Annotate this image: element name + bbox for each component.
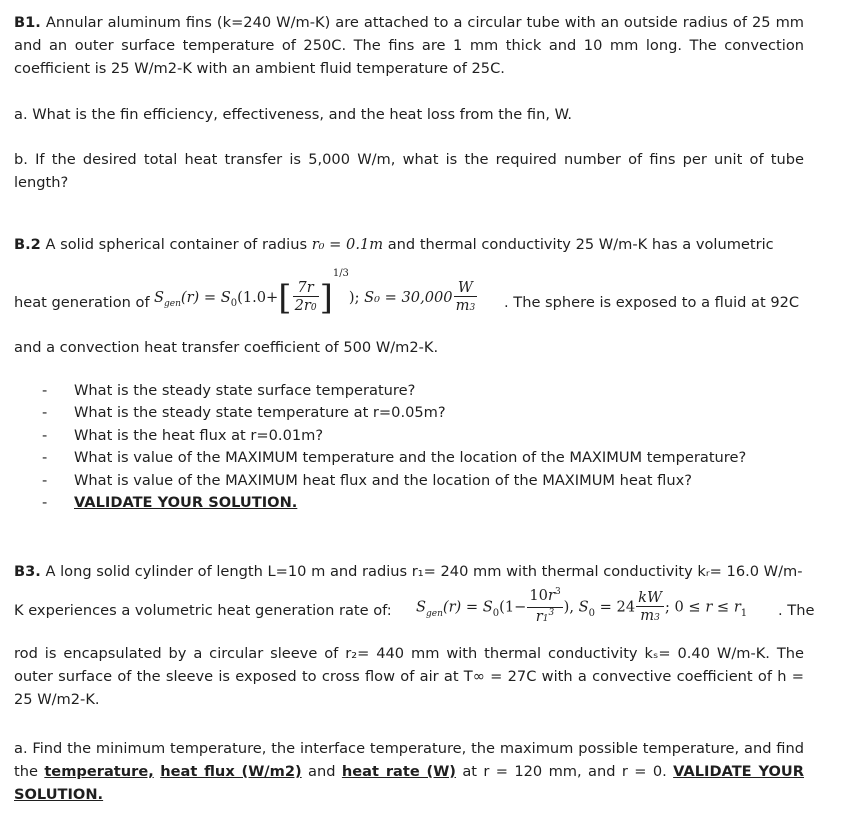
- b2-s0-value: S₀ = 30,000: [364, 289, 453, 306]
- problem-b3-equation-line: [14, 584, 824, 640]
- problem-b3-part-a: [14, 737, 804, 806]
- b1-part-a-text: a. What is the fin efficiency, effectiveness, and the heat loss from the fin, W.: [14, 106, 572, 123]
- b2-intro-end: and thermal conductivity 25 W/m-K has a volumetric: [387, 236, 774, 253]
- b2-question-2: - What is the steady state temperature at r=0.05m?: [14, 402, 804, 424]
- b1-statement-text: Annular aluminum fins (k=240 W/m-K) are attached to a circular tube with an outside radius of 25 mm and an outer surface temperature of 250C. The fins are 1 mm thick and 10 mm long. The convection coefficient is 25 W/m2-K with an ambient fluid temperature of 25C.: [14, 14, 805, 77]
- problem-b3-line1: [14, 560, 814, 583]
- b2-validate-item: [14, 492, 804, 514]
- b3-u-rate: heat rate (W): [341, 763, 456, 780]
- b3-line2-prefix: K experiences a volumetric heat generation rate of:: [14, 602, 392, 619]
- problem-b1-part-b: [14, 148, 804, 194]
- b3-line1-text: A long solid cylinder of length L=10 m and radius r₁= 240 mm with thermal conductivity kᵣ= 16.0 W/m-: [45, 563, 803, 580]
- b2-question-4: - What is value of the MAXIMUM temperature and the location of the MAXIMUM temperature?: [14, 447, 804, 469]
- b1-part-b-text: b. If the desired total heat transfer is 5,000 W/m, what is the required number of fins per unit of tube length?: [14, 151, 804, 191]
- b3-line2-suffix: . The: [778, 602, 815, 619]
- b1-statement: [14, 11, 804, 80]
- problem-b2-line1: [14, 233, 804, 256]
- problem-b2-equation-line: [14, 262, 824, 332]
- problem-b2-questions: [14, 380, 804, 514]
- b3-and-word: and: [308, 763, 336, 780]
- problem-b2-convection: [14, 336, 804, 359]
- b2-heat-gen-prefix: heat generation of: [14, 294, 150, 311]
- b3-validate: VALIDATE YOUR SOLUTION.: [14, 763, 805, 803]
- problem-b3-rest: [14, 642, 804, 711]
- b2-validate: VALIDATE YOUR SOLUTION.: [74, 493, 298, 511]
- problem-b1-part-a: [14, 103, 804, 126]
- b1-label: B1.: [14, 14, 41, 31]
- b2-intro: A solid spherical container of radius: [45, 236, 308, 253]
- b2-exposed-text: . The sphere is exposed to a fluid at 92C: [504, 294, 800, 311]
- b2-convection-text: and a convection heat transfer coefficient of 500 W/m2-K.: [14, 339, 439, 356]
- b2-radius-eq: r₀ = 0.1m: [311, 236, 384, 253]
- b3-u-temperature: temperature,: [44, 763, 154, 780]
- problem-b1: [14, 11, 804, 80]
- b3-rest-text: rod is encapsulated by a circular sleeve of r₂= 440 mm with thermal conductivity kₛ= 0.40 W/m-K. The outer surface of the sleeve is exposed to cross flow of air at T∞ = 27C with a convective coefficient of h = 25 W/m2-K.: [14, 645, 804, 708]
- b3-part-a-prefix: a. Find the minimum temperature, the interface temperature, the maximum possible temperature, and find the: [14, 740, 804, 780]
- b3-label: B3.: [14, 563, 41, 580]
- b2-label: B.2: [14, 236, 41, 253]
- b3-u-flux: heat flux (W/m2): [160, 763, 302, 780]
- b2-question-5: - What is value of the MAXIMUM heat flux and the location of the MAXIMUM heat flux?: [14, 470, 804, 492]
- b2-generation-equation: $S_{gen}(r) = S_0(1.0+$[ $\frac{7r}{2r0}$ ]$^{1/3}$); S₀ = 30,000 $\frac{W}{m3}$: [154, 268, 476, 318]
- b3-at-text: at r = 120 mm, and r = 0.: [462, 763, 667, 780]
- b3-generation-equation: $S_{gen}(r) = S_0(1-$ $\frac{10r^3}{r1^3}$ ), $S_0 = 24$ $\frac{kW}{m3}$ ; $0 \le r \le r_1$: [416, 587, 747, 628]
- b2-question-1: - What is the steady state surface temperature?: [14, 380, 804, 402]
- b2-question-3: - What is the heat flux at r=0.01m?: [14, 425, 804, 447]
